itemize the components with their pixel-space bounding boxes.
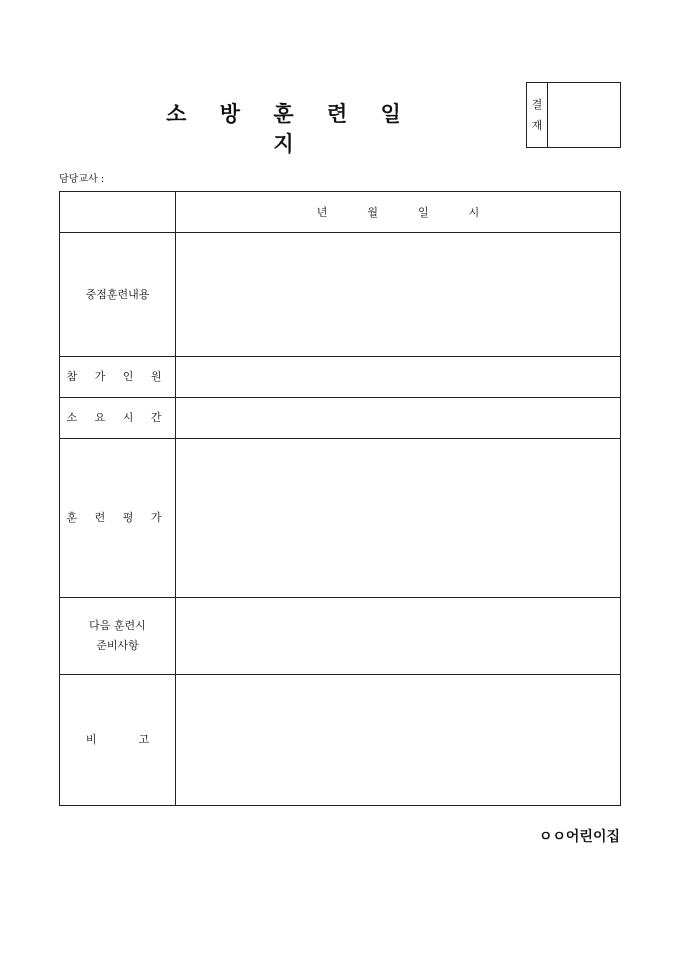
participants-field[interactable] [176, 357, 621, 398]
remarks-field[interactable] [176, 675, 621, 806]
document-title: 소 방 훈 련 일 지 [166, 101, 414, 156]
teacher-label: 담당교사 : [59, 174, 105, 185]
duration-label: 소 요 시 간 [60, 398, 176, 439]
duration-field[interactable] [176, 398, 621, 439]
remarks-char-1: 비 [85, 733, 97, 746]
evaluation-field[interactable] [176, 439, 621, 598]
approval-char-1: 결 [531, 98, 543, 111]
participants-label: 참 가 인 원 [60, 357, 176, 398]
remarks-label [60, 675, 176, 806]
next-prep-field[interactable] [176, 598, 621, 675]
next-prep-label [60, 598, 176, 675]
approval-char-2: 재 [531, 119, 543, 132]
date-row [60, 192, 621, 233]
approval-signature-field[interactable] [548, 83, 620, 147]
date-month: 월 [367, 206, 378, 219]
evaluation-row [60, 439, 621, 598]
remarks-char-2: 고 [138, 733, 150, 746]
date-day: 일 [418, 206, 429, 219]
evaluation-label: 훈 련 평 가 [60, 439, 176, 598]
date-row-label-cell [60, 192, 176, 233]
focus-label: 중점훈련내용 [60, 233, 176, 357]
next-prep-label-line2: 준비사항 [96, 639, 139, 652]
focus-field[interactable] [176, 233, 621, 357]
next-prep-label-line1: 다음 훈련시 [89, 619, 146, 632]
organization-name: ㅇㅇ어린이집 [538, 829, 620, 845]
focus-row [60, 233, 621, 357]
approval-box [526, 82, 621, 148]
date-year: 년 [316, 206, 328, 219]
remarks-row [60, 675, 621, 806]
next-prep-row [60, 598, 621, 675]
training-log-table [59, 191, 621, 806]
participants-row [60, 357, 621, 398]
date-field[interactable] [176, 192, 621, 233]
duration-row [60, 398, 621, 439]
approval-label [527, 83, 548, 147]
date-hour: 시 [468, 206, 480, 219]
